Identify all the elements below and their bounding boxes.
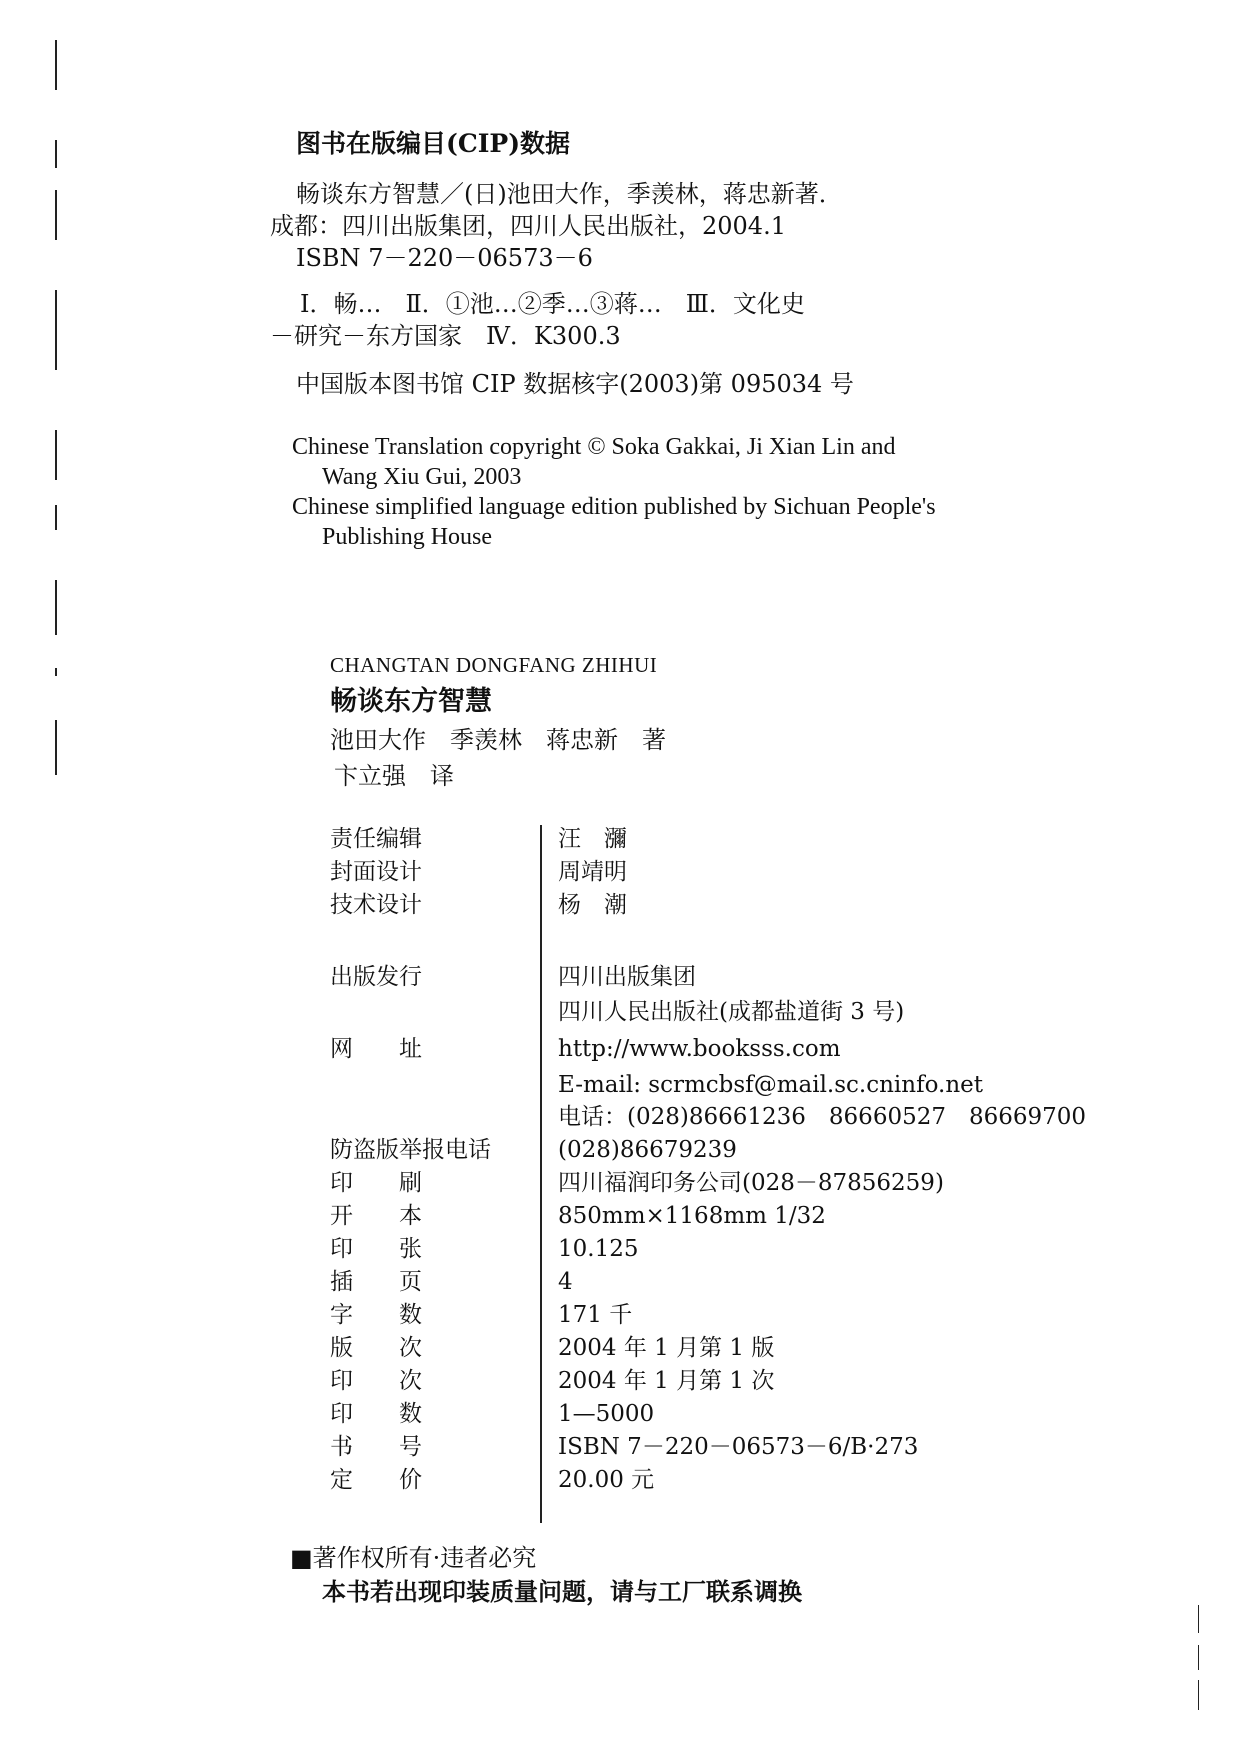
details-value: 汪 瀰 <box>558 826 627 852</box>
quality-notice: 本书若出现印装质量问题，请与工厂联系调换 <box>322 1577 802 1606</box>
details-row <box>0 1133 1240 1167</box>
details-label: 责任编辑 <box>330 826 422 852</box>
details-value: 2004 年 1 月第 1 版 <box>558 1335 775 1361</box>
edition-line: Chinese simplified language edition published by Sichuan People's <box>292 494 936 520</box>
details-value: 杨 潮 <box>558 892 627 918</box>
details-row <box>0 1430 1240 1464</box>
scan-edge-mark <box>1198 1645 1199 1670</box>
details-value: 10.125 <box>558 1236 639 1262</box>
details-row <box>0 1100 1240 1134</box>
details-label: 印 张 <box>330 1236 422 1262</box>
details-label: 防盗版举报电话 <box>330 1137 491 1163</box>
scan-edge-mark <box>1198 1680 1199 1710</box>
details-row <box>0 1265 1240 1299</box>
details-value: 1—5000 <box>558 1401 655 1427</box>
copyright-line: Chinese Translation copyright © Soka Gakkai, Ji Xian Lin and <box>292 434 896 460</box>
details-value: 20.00 元 <box>558 1467 655 1493</box>
details-value: 周靖明 <box>558 859 627 885</box>
details-value: http://www.booksss.com <box>558 1036 841 1062</box>
pinyin-title: CHANGTAN DONGFANG ZHIHUI <box>330 653 658 677</box>
edition-line: Publishing House <box>322 524 493 550</box>
details-row <box>0 855 1240 889</box>
details-label: 书 号 <box>330 1434 422 1460</box>
cip-subject-line: －研究－东方国家 Ⅳ．K300.3 <box>270 322 621 350</box>
scan-edge-mark <box>55 190 57 240</box>
copyright-notice: ■著作权所有·违者必究 <box>290 1544 537 1572</box>
details-value: 电话：(028)86661236 86660527 86669700 <box>558 1104 1087 1130</box>
details-value: E-mail: scrmcbsf@mail.sc.cninfo.net <box>558 1072 984 1098</box>
copyright-line: Wang Xiu Gui, 2003 <box>322 464 522 490</box>
details-row <box>0 1068 1240 1102</box>
details-row <box>0 1364 1240 1398</box>
scan-edge-mark <box>55 505 57 530</box>
details-value: (028)86679239 <box>558 1137 737 1163</box>
details-row <box>0 1331 1240 1365</box>
book-translator: 卞立强 译 <box>334 762 454 790</box>
details-row <box>0 1463 1240 1497</box>
book-authors: 池田大作 季羡林 蒋忠新 著 <box>330 726 666 754</box>
details-label: 插 页 <box>330 1269 422 1295</box>
details-label: 印 次 <box>330 1368 422 1394</box>
details-row <box>0 1166 1240 1200</box>
scan-edge-mark <box>55 40 57 90</box>
details-row <box>0 822 1240 856</box>
details-label: 印 刷 <box>330 1170 422 1196</box>
scan-edge-mark <box>1198 1605 1199 1633</box>
cip-subject-line: Ⅰ．畅… Ⅱ．①池…②季…③蒋… Ⅲ．文化史 <box>300 290 805 318</box>
details-value: 四川出版集团 <box>558 964 696 990</box>
cip-publisher-line: 成都：四川出版集团，四川人民出版社，2004.1 <box>270 212 786 240</box>
scan-edge-mark <box>55 720 57 775</box>
cip-title-line: 畅谈东方智慧／(日)池田大作，季羡林，蒋忠新著． <box>296 180 843 208</box>
details-value: 四川人民出版社(成都盐道街 3 号) <box>558 999 905 1025</box>
details-label: 版 次 <box>330 1335 422 1361</box>
details-row <box>0 888 1240 922</box>
details-row <box>0 1199 1240 1233</box>
details-value: 171 千 <box>558 1302 633 1328</box>
details-label: 出版发行 <box>330 964 422 990</box>
scan-edge-mark <box>55 668 57 676</box>
details-row <box>0 1032 1240 1066</box>
cip-heading: 图书在版编目(CIP)数据 <box>296 129 571 158</box>
cip-isbn-line: ISBN 7－220－06573－6 <box>296 244 593 272</box>
details-value: 850mm×1168mm 1/32 <box>558 1203 826 1229</box>
cip-verify-line: 中国版本图书馆 CIP 数据核字(2003)第 095034 号 <box>296 370 854 398</box>
details-row <box>0 1298 1240 1332</box>
details-value: 四川福润印务公司(028－87856259) <box>558 1170 944 1196</box>
details-value: ISBN 7－220－06573－6/B·273 <box>558 1434 919 1460</box>
details-row <box>0 1232 1240 1266</box>
scan-edge-mark <box>55 580 57 635</box>
details-label: 技术设计 <box>330 892 422 918</box>
details-row <box>0 995 1240 1029</box>
scan-edge-mark <box>55 290 57 370</box>
details-label: 封面设计 <box>330 859 422 885</box>
scan-edge-mark <box>55 430 57 480</box>
details-label: 网 址 <box>330 1036 422 1062</box>
details-row <box>0 1397 1240 1431</box>
details-label: 字 数 <box>330 1302 422 1328</box>
book-title: 畅谈东方智慧 <box>330 686 492 717</box>
scan-edge-mark <box>55 140 57 168</box>
details-label: 印 数 <box>330 1401 422 1427</box>
details-value: 2004 年 1 月第 1 次 <box>558 1368 775 1394</box>
details-row <box>0 960 1240 994</box>
details-value: 4 <box>558 1269 573 1295</box>
details-label: 定 价 <box>330 1467 422 1493</box>
details-label: 开 本 <box>330 1203 422 1229</box>
